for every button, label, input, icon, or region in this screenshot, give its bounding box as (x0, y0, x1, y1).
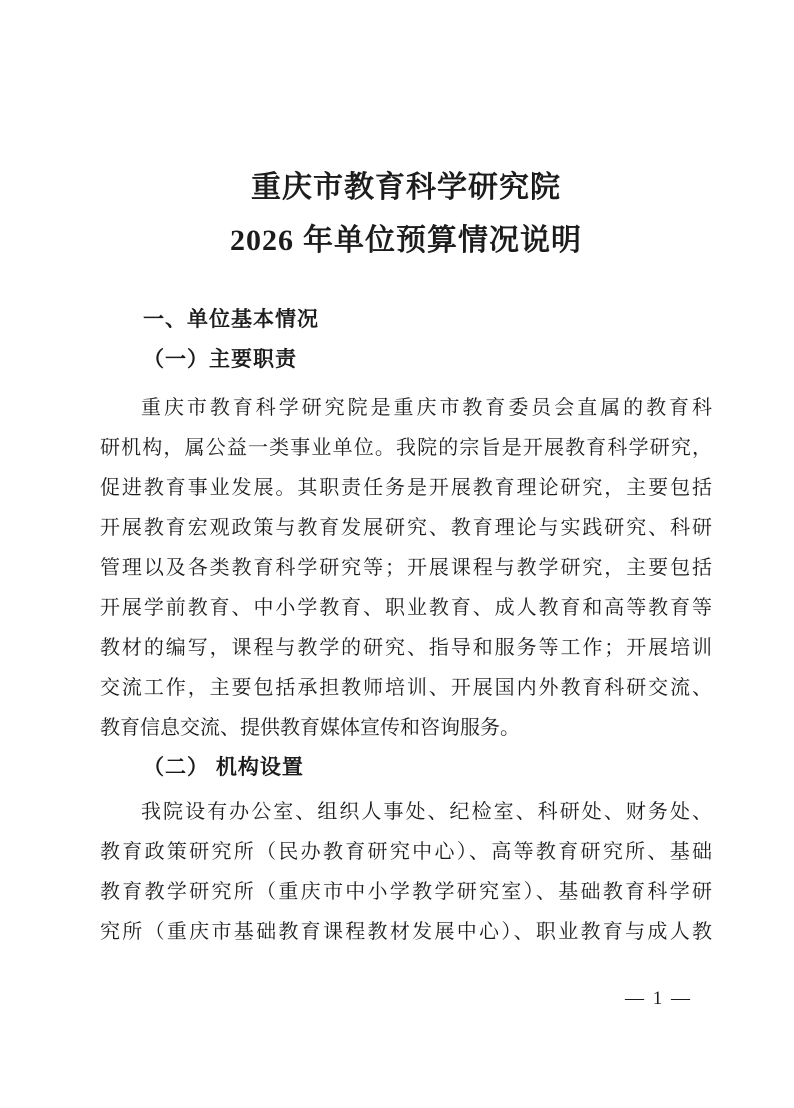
text-line: 交流工作，主要包括承担教师培训、开展国内外教育科研交流、 (100, 677, 712, 699)
paragraph-organization (100, 792, 712, 952)
section-heading-basic-info: 一、单位基本情况 (143, 308, 319, 331)
text-line: 教育教学研究所（重庆市中小学教学研究室）、基础教育科学研 (100, 881, 712, 903)
subsection-heading-main-duties: （一）主要职责 (143, 348, 297, 371)
document-title-line2 (100, 219, 712, 263)
document-body (100, 300, 712, 952)
text-line: 教育信息交流、提供教育媒体宣传和咨询服务。 (100, 717, 520, 739)
text-line: 开展学前教育、中小学教育、职业教育、成人教育和高等教育等 (100, 597, 712, 619)
subsection-heading-organization: （二） 机构设置 (143, 756, 304, 779)
text-line: 重庆市教育科学研究院是重庆市教育委员会直属的教育科 (141, 397, 712, 419)
paragraph-main-duties (100, 388, 712, 748)
text-line: 我院设有办公室、组织人事处、纪检室、科研处、财务处、 (141, 801, 712, 823)
text-line: 教育政策研究所（民办教育研究中心）、高等教育研究所、基础 (100, 841, 712, 863)
document-title (100, 166, 712, 263)
document-title-text: 年单位预算情况说明 (303, 224, 582, 257)
page-number: — 1 — (625, 988, 692, 1009)
text-line: 研机构，属公益一类事业单位。我院的宗旨是开展教育科学研究， (100, 437, 712, 459)
text-line: 教材的编写，课程与教学的研究、指导和服务等工作；开展培训 (100, 637, 712, 659)
text-line: 促进教育事业发展。其职责任务是开展教育理论研究，主要包括 (100, 477, 712, 499)
text-line: 管理以及各类教育科学研究等；开展课程与教学研究，主要包括 (100, 557, 712, 579)
text-line: 究所（重庆市基础教育课程教材发展中心）、职业教育与成人教 (100, 921, 712, 943)
text-line: 开展教育宏观政策与教育发展研究、教育理论与实践研究、科研 (100, 517, 712, 539)
document-title-line1: 重庆市教育科学研究院 (251, 171, 561, 204)
document-title-year: 2026 (230, 224, 294, 257)
